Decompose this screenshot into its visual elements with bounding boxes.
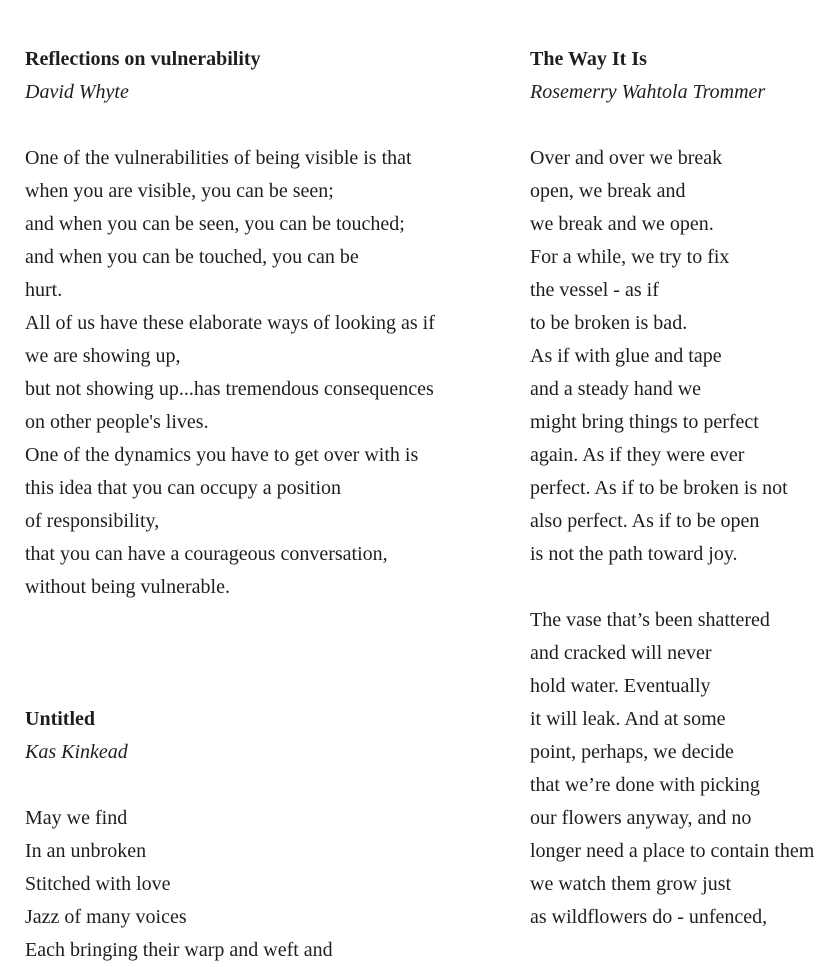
poem-line: to be broken is bad.	[530, 312, 688, 334]
poem-title: Reflections on vulnerability	[25, 48, 261, 70]
poem-line: of responsibility,	[25, 510, 160, 532]
stanza-2	[530, 604, 838, 934]
poem-line: without being vulnerable.	[25, 576, 230, 598]
poem-untitled	[25, 703, 495, 967]
poem-title: Untitled	[25, 708, 95, 730]
poem-line: point, perhaps, we decide	[530, 741, 734, 763]
poem-line: the vessel - as if	[530, 279, 659, 301]
poem-line: also perfect. As if to be open	[530, 510, 760, 532]
poem-title: The Way It Is	[530, 48, 647, 70]
poem-line: and a steady hand we	[530, 378, 702, 400]
poem-line: Over and over we break	[530, 147, 723, 169]
poem-line: we are showing up,	[25, 345, 181, 367]
poem-the-way-it-is	[530, 43, 838, 934]
poem-line: One of the vulnerabilities of being visible is that	[25, 147, 412, 169]
right-column	[530, 43, 838, 934]
poem-line: One of the dynamics you have to get over with is	[25, 444, 419, 466]
left-column	[25, 43, 495, 967]
poem-author: David Whyte	[25, 81, 129, 103]
poem-line: again. As if they were ever	[530, 444, 745, 466]
poem-reflections	[25, 43, 495, 604]
stanza-1	[530, 142, 838, 571]
poem-author: Rosemerry Wahtola Trommer	[530, 81, 766, 103]
poem-line: Each bringing their warp and weft and	[25, 939, 333, 961]
poem-line: longer need a place to contain them	[530, 840, 815, 862]
poem-line: Jazz of many voices	[25, 906, 187, 928]
poem-line: and cracked will never	[530, 642, 712, 664]
poem-line: we watch them grow just	[530, 873, 732, 895]
poem-line: and when you can be touched, you can be	[25, 246, 359, 268]
poem-line: In an unbroken	[25, 840, 147, 862]
poem-line: when you are visible, you can be seen;	[25, 180, 334, 202]
poem-line: For a while, we try to fix	[530, 246, 730, 268]
poem-line: it will leak. And at some	[530, 708, 726, 730]
poem-author: Kas Kinkead	[25, 741, 128, 763]
poem-line: The vase that’s been shattered	[530, 609, 770, 631]
poem-line: is not the path toward joy.	[530, 543, 738, 565]
poem-line: that you can have a courageous conversation,	[25, 543, 388, 565]
poem-line: but not showing up...has tremendous consequences	[25, 378, 434, 400]
poem-line: might bring things to perfect	[530, 411, 759, 433]
poem-line: open, we break and	[530, 180, 686, 202]
poem-line: May we find	[25, 807, 128, 829]
poem-line: that we’re done with picking	[530, 774, 760, 796]
poem-line: and when you can be seen, you can be touched;	[25, 213, 405, 235]
poem-line: our flowers anyway, and no	[530, 807, 752, 829]
poem-line: perfect. As if to be broken is not	[530, 477, 788, 499]
poem-line: this idea that you can occupy a position	[25, 477, 342, 499]
poem-line: as wildflowers do - unfenced,	[530, 906, 768, 928]
poem-line: hurt.	[25, 279, 63, 301]
poem-line: All of us have these elaborate ways of looking as if	[25, 312, 435, 334]
poem-line: As if with glue and tape	[530, 345, 722, 367]
poem-line: we break and we open.	[530, 213, 714, 235]
poem-line: hold water. Eventually	[530, 675, 711, 697]
poem-line: Stitched with love	[25, 873, 171, 895]
poem-line: on other people's lives.	[25, 411, 209, 433]
